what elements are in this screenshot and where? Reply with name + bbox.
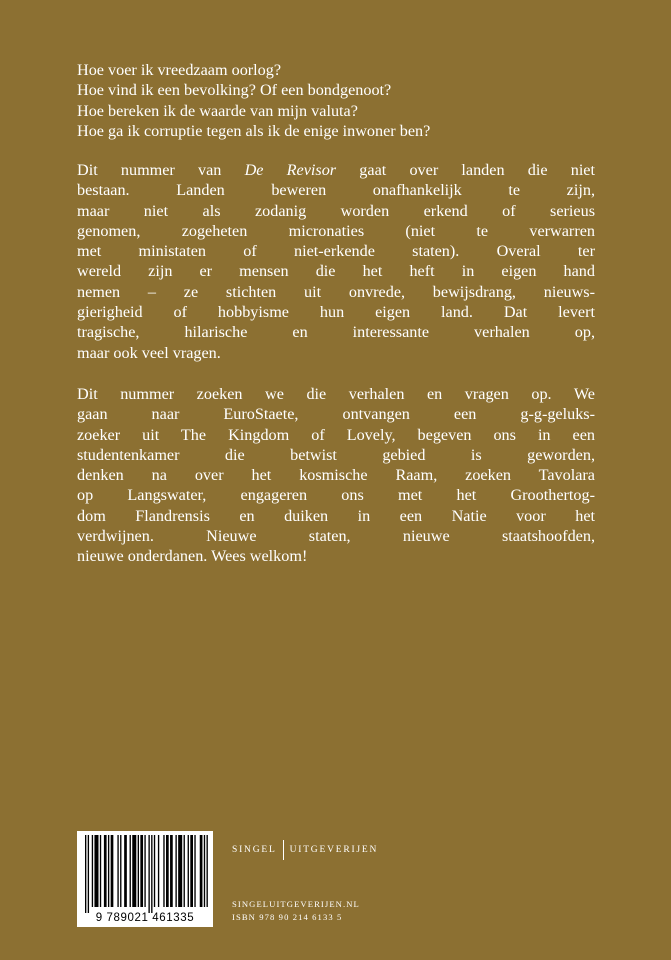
paragraph-line: Dit nummer zoeken we die verhalen en vragen op. We: [77, 385, 595, 403]
barcode-bar: [158, 835, 159, 907]
barcode-bar: [188, 835, 189, 907]
barcode-bar: [144, 835, 145, 907]
barcode-bar: [207, 835, 208, 907]
publisher-website: SINGELUITGEVERIJEN.NL: [232, 899, 360, 909]
paragraph-line: genomen, zogeheten micronaties (niet te verwarren: [77, 221, 595, 240]
question-line: Hoe bereken ik de waarde van mijn valuta?: [77, 101, 358, 120]
barcode-bar: [88, 835, 89, 913]
barcode-bar: [200, 835, 203, 907]
magazine-title: De Revisor: [244, 161, 337, 179]
description-paragraph: [77, 160, 595, 363]
barcode-bar: [163, 835, 164, 907]
barcode-bar: [92, 835, 93, 907]
paragraph-line: op Langswater, engageren ons met het Groothertog-: [77, 486, 595, 505]
paragraph-line: studentenkamer die betwist gebied is geworden,: [77, 445, 595, 464]
publisher-name-left: SINGEL: [232, 845, 277, 855]
barcode-bar: [204, 835, 205, 907]
question-line: Hoe vind ik een bevolking? Of een bondgenoot?: [77, 81, 392, 100]
paragraph-line: maar ook veel vragen.: [77, 343, 221, 362]
barcode-bar: [140, 835, 143, 907]
paragraph-line: nieuwe onderdanen. Wees welkom!: [77, 547, 308, 566]
barcode-bar: [100, 835, 101, 907]
barcode-bar: [148, 835, 149, 913]
isbn-barcode: [77, 831, 213, 927]
barcode-bar: [184, 835, 185, 907]
paragraph-line: bestaan. Landen beweren onafhankelijk te zijn,: [77, 181, 595, 200]
barcode-bar: [154, 835, 155, 907]
publisher-name-right: UITGEVERIJEN: [289, 845, 379, 855]
isbn-number: ISBN 978 90 214 6133 5: [232, 912, 343, 922]
barcode-bar: [85, 835, 86, 913]
barcode-bar: [120, 835, 121, 907]
barcode-bar: [111, 835, 114, 907]
paragraph-line: dom Flandrensis en duiken in een Natie voor het: [77, 506, 595, 525]
intro-text: Dit nummer van: [77, 161, 245, 179]
barcode-bar: [108, 835, 109, 907]
barcode-bar: [138, 835, 139, 907]
question-line: Hoe ga ik corruptie tegen als ik de enige inwoner ben?: [77, 121, 431, 140]
barcode-bar: [151, 835, 152, 913]
paragraph-line: zoeker uit The Kingdom of Lovely, begeven ons in een: [77, 425, 595, 444]
paragraph-line: denken na over het kosmische Raam, zoeken Tavolara: [77, 466, 595, 485]
barcode-digits: 9 789021 461335: [95, 912, 195, 924]
barcode-bar: [166, 835, 169, 907]
publisher-logo: [232, 840, 378, 860]
question-line: Hoe voer ik vreedzaam oorlog?: [77, 61, 282, 79]
barcode-bars: [77, 831, 213, 913]
contents-paragraph: [77, 384, 595, 567]
barcode-bar: [124, 835, 127, 907]
barcode-bar: [104, 835, 107, 907]
barcode-bar: [178, 835, 182, 907]
paragraph-line: maar niet als zodanig worden erkend of serieus: [77, 201, 595, 220]
barcode-bar: [132, 835, 136, 907]
paragraph-line: tragische, hilarische en interessante verhalen op,: [77, 323, 595, 342]
paragraph-line: wereld zijn er mensen die het heft in eigen hand: [77, 262, 595, 281]
paragraph-line: gierigheid of hobbyisme hun eigen land. Dat levert: [77, 303, 595, 322]
barcode-bar: [117, 835, 118, 907]
paragraph-line: nemen – ze stichten uit onvrede, bewijsdrang, nieuws-: [77, 282, 595, 301]
questions-block: [77, 60, 595, 141]
paragraph-line: gaan naar EuroStaete, ontvangen een g-g-geluks-: [77, 405, 595, 424]
logo-divider: [283, 840, 284, 860]
barcode-bar: [94, 835, 98, 907]
paragraph-line: verdwijnen. Nieuwe staten, nieuwe staatshoofden,: [77, 527, 595, 546]
barcode-bar: [190, 835, 193, 907]
publisher-info: [232, 898, 360, 924]
paragraph-line: [77, 160, 595, 180]
barcode-bar: [130, 835, 131, 907]
paragraph-line: met ministaten of niet-erkende staten). Overal ter: [77, 242, 595, 261]
barcode-bar: [194, 835, 195, 907]
intro-text: gaat over landen die niet: [336, 161, 595, 179]
barcode-bar: [175, 835, 176, 907]
barcode-bar: [170, 835, 173, 907]
